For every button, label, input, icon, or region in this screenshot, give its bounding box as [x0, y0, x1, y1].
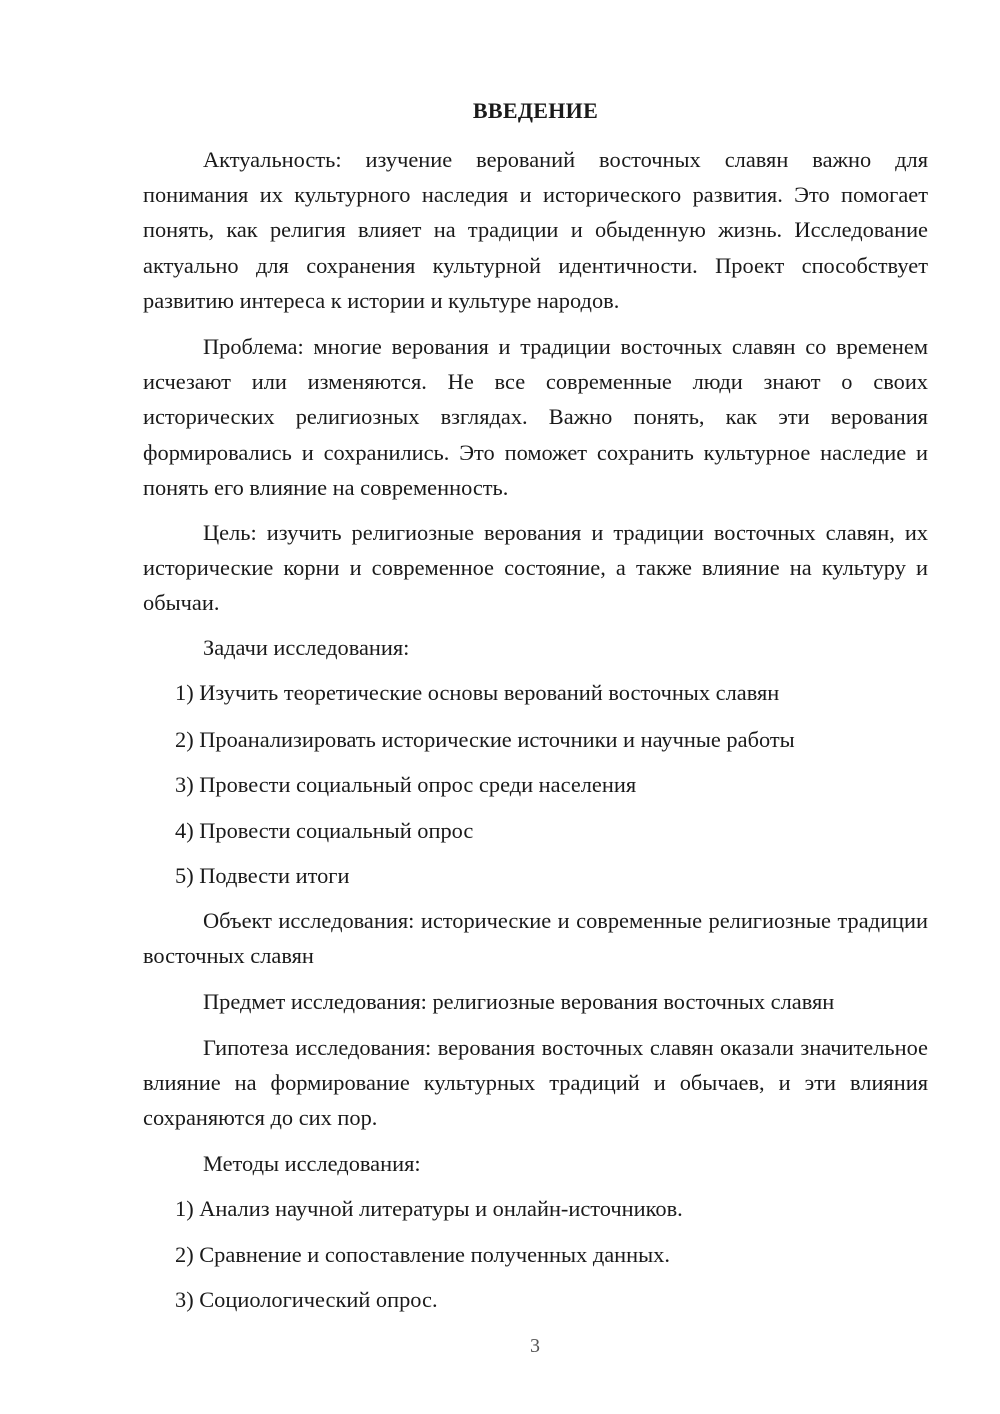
page-number: 3 [530, 1335, 540, 1357]
hypothesis-paragraph: Гипотеза исследования: верования восточных славян оказали значительное влияние на формирование культурных традиций и обычаев, и эти влияния сохраняются до сих пор. [143, 1035, 928, 1131]
tasks-heading: Задачи исследования: [203, 635, 410, 660]
task-item-2: 2) Проанализировать исторические источники и научные работы [175, 727, 795, 752]
goal-paragraph: Цель: изучить религиозные верования и традиции восточных славян, их исторические корни и современное состояние, а также влияние на культуру и обычаи. [143, 520, 928, 616]
object-paragraph: Объект исследования: исторические и современные религиозные традиции восточных славян [143, 908, 928, 969]
problem-paragraph: Проблема: многие верования и традиции восточных славян со временем исчезают или изменяются. Не все современные люди знают о своих исторических религиозных взглядах. Важно понять, как эти верования формировались и сохранились. Это поможет сохранить культурное наследие и понять его влияние на современность. [143, 334, 928, 500]
method-item-3: 3) Социологический опрос. [175, 1287, 438, 1312]
method-item-1: 1) Анализ научной литературы и онлайн-источников. [175, 1196, 683, 1221]
methods-heading: Методы исследования: [203, 1151, 421, 1176]
task-item-3: 3) Провести социальный опрос среди населения [175, 772, 637, 797]
task-item-1: 1) Изучить теоретические основы верований восточных славян [175, 680, 780, 705]
subject-line: Предмет исследования: религиозные верования восточных славян [203, 989, 835, 1014]
method-item-2: 2) Сравнение и сопоставление полученных данных. [175, 1242, 670, 1267]
page-title: ВВЕДЕНИЕ [472, 98, 599, 123]
task-item-4: 4) Провести социальный опрос [175, 818, 474, 843]
task-item-5: 5) Подвести итоги [175, 863, 350, 888]
relevance-paragraph: Актуальность: изучение верований восточных славян важно для понимания их культурного наследия и исторического развития. Это помогает понять, как религия влияет на традиции и обыденную жизнь. Исследование актуально для сохранения культурной идентичности. Проект способствует развитию интереса к истории и культуре народов. [143, 147, 928, 313]
